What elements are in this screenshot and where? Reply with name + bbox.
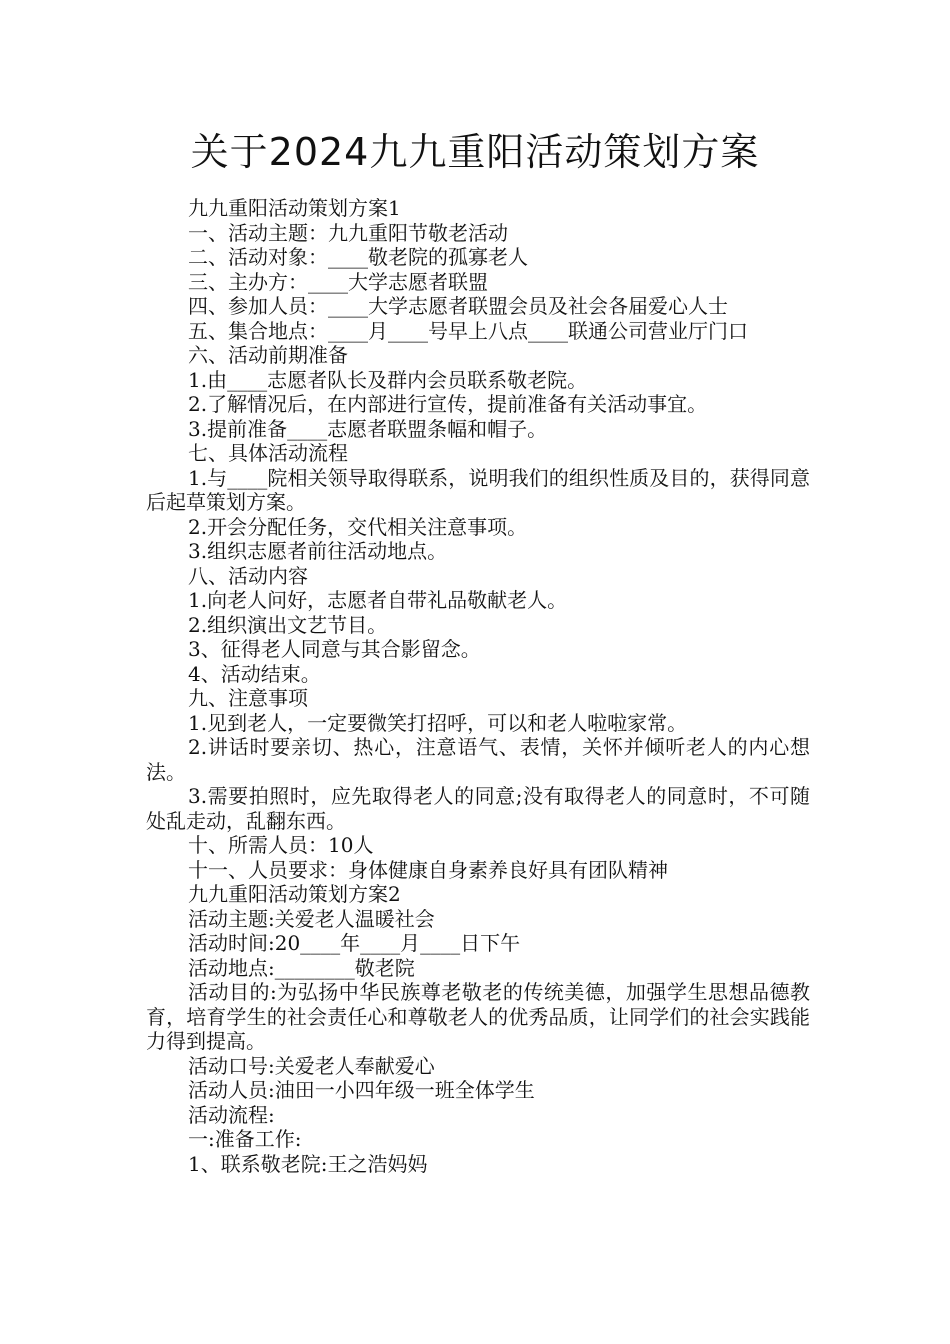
paragraph: 1.见到老人，一定要微笑打招呼，可以和老人啦啦家常。 (188, 710, 688, 735)
paragraph: 九九重阳活动策划方案2 (188, 882, 401, 906)
paragraph: 五、集合地点：____月____号早上八点____联通公司营业厅门口 (188, 318, 748, 343)
paragraph: 3.提前准备____志愿者联盟条幅和帽子。 (188, 416, 548, 441)
paragraph: 1.由____志愿者队长及群内会员联系敬老院。 (188, 367, 588, 392)
paragraph: 一、活动主题：九九重阳节敬老活动 (188, 220, 508, 245)
paragraph: 1.向老人问好，志愿者自带礼品敬献老人。 (188, 588, 568, 612)
paragraph: 活动时间:20____年____月____日下午 (188, 931, 521, 955)
paragraph: 九九重阳活动策划方案1 (188, 196, 401, 220)
paragraph: 3、征得老人同意与其合影留念。 (188, 637, 481, 661)
paragraph: 十一、人员要求：身体健康自身素养良好具有团队精神 (188, 857, 668, 882)
paragraph: 十、所需人员：10人 (188, 833, 374, 857)
paragraph: 四、参加人员：____大学志愿者联盟会员及社会各届爱心人士 (188, 294, 728, 318)
paragraph: 2.开会分配任务，交代相关注意事项。 (188, 514, 528, 539)
paragraph: 3.需要拍照时，应先取得老人的同意;没有取得老人的同意时，不可随处乱走动，乱翻东西。 (146, 784, 810, 833)
document-title: 关于2024九九重阳活动策划方案 (190, 130, 760, 174)
paragraph: 1.与____院相关领导取得联系，说明我们的组织性质及目的，获得同意后起草策划方案。 (146, 465, 810, 514)
paragraph: 2.讲话时要亲切、热心，注意语气、表情，关怀并倾听老人的内心想法。 (146, 735, 810, 784)
document-body (146, 196, 810, 1176)
paragraph: 三、主办方：____大学志愿者联盟 (188, 269, 488, 294)
paragraph: 九、注意事项 (188, 686, 308, 710)
paragraph: 4、活动结束。 (188, 661, 321, 686)
paragraph: 一:准备工作: (188, 1127, 302, 1151)
paragraph: 活动人员:油田一小四年级一班全体学生 (188, 1078, 535, 1102)
paragraph: 2.了解情况后，在内部进行宣传，提前准备有关活动事宜。 (188, 392, 708, 416)
paragraph: 2.组织演出文艺节目。 (188, 612, 388, 637)
paragraph: 1、联系敬老院:王之浩妈妈 (188, 1151, 428, 1176)
paragraph: 活动主题:关爱老人温暖社会 (188, 906, 435, 931)
paragraph: 活动目的:为弘扬中华民族尊老敬老的传统美德，加强学生思想品德教育，培育学生的社会责任心和尊敬老人的优秀品质，让同学们的社会实践能力得到提高。 (146, 980, 810, 1053)
paragraph: 活动口号:关爱老人奉献爱心 (188, 1053, 435, 1078)
paragraph: 活动地点:________敬老院 (188, 955, 415, 980)
paragraph: 七、具体活动流程 (188, 441, 348, 465)
paragraph: 二、活动对象：____敬老院的孤寡老人 (188, 245, 528, 269)
paragraph: 八、活动内容 (188, 563, 308, 588)
paragraph: 六、活动前期准备 (188, 343, 348, 367)
paragraph: 活动流程: (188, 1102, 275, 1127)
paragraph: 3.组织志愿者前往活动地点。 (188, 539, 448, 563)
